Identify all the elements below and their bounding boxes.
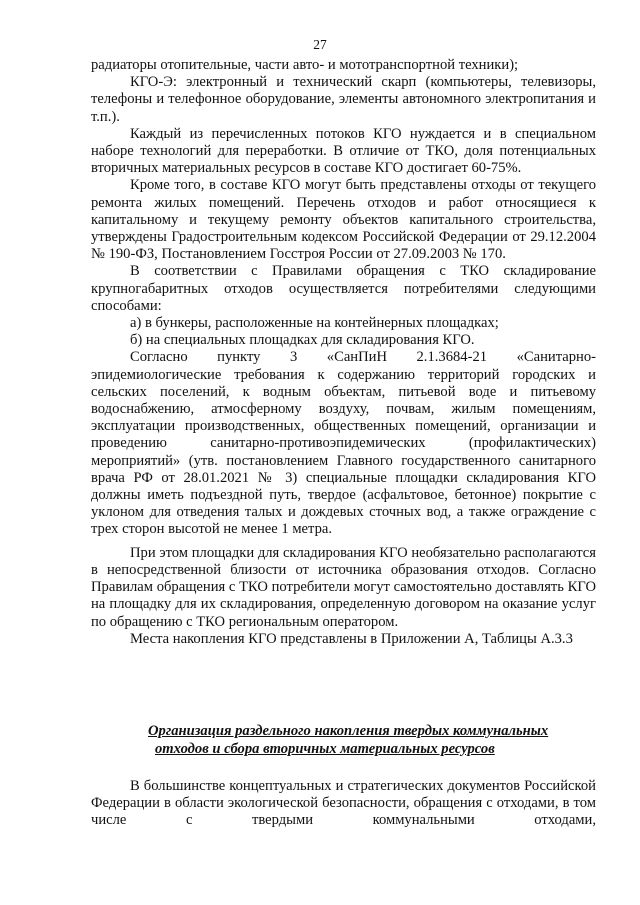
paragraph: Места накопления КГО представлены в Приложении А, Таблицы А.3.3: [130, 630, 573, 647]
paragraph: КГО-Э: электронный и технический скарп (компьютеры, телевизоры, телефоны и телефонное оборудование, элементы автономного электропитания и т.п.).: [91, 74, 596, 125]
list-item: б) на специальных площадках для складирования КГО.: [130, 332, 475, 349]
list-item: а) в бункеры, расположенные на контейнерных площадках;: [130, 315, 499, 332]
paragraph: Согласно пункту 3 «СанПиН 2.1.3684-21 «Санитарно-эпидемиологические требования к содержанию территорий городских и сельских поселений, к водным объектам, питьевой воде и питьевому водоснабжению, атмосферному воздуху, почвам, жилым помещениям, эксплуатации производственных, общественных помещений, организации и проведению санитарно-противоэпидемических (профилактических) мероприятий» (утв. постановлением Главного государственного санитарного врача РФ от 28.01.2021 № 3) специальные площадки складирования КГО должны иметь подъездной путь, твердое (асфальтовое, бетонное) покрытие с уклоном для отведения талых и дождевых сточных вод, а также ограждение с трех сторон высотой не менее 1 метра.: [91, 349, 596, 538]
paragraph: радиаторы отопительные, части авто- и мототранспортной техники);: [91, 57, 519, 73]
section-heading: [91, 722, 596, 758]
body-text: [91, 778, 596, 830]
heading-line: Организация раздельного накопления твердых коммунальных: [148, 723, 549, 739]
paragraph: Каждый из перечисленных потоков КГО нуждается и в специальном наборе технологий для переработки. В отличие от ТКО, доля потенциальных вторичных материальных ресурсов в составе КГО достигает 60-75%.: [91, 125, 596, 177]
paragraph: При этом площадки для складирования КГО необязательно располагаются в непосредственной близости от источника образования отходов. Согласно Правилам обращения с ТКО потребители могут самостоятельно доставлять КГО на площадку для их складирования, определенную договором на оказание услуг по обращению с ТКО региональным оператором.: [91, 544, 596, 630]
body-text: [91, 57, 596, 648]
paragraph: В большинстве концептуальных и стратегических документов Российской Федерации в области экологической безопасности, обращения с отходами, в том числе с твердыми коммунальными отходами,: [91, 778, 596, 829]
paragraph: Кроме того, в составе КГО могут быть представлены отходы от текущего ремонта жилых помещений. Перечень отходов и работ относящиеся к капитальному и текущему ремонту объектов капитального строительства, утверждены Градостроительным кодексом Российской Федерации от 29.12.2004 № 190-ФЗ, Постановлением Госстроя России от 27.09.2003 № 170.: [91, 177, 596, 263]
heading-line: отходов и сбора вторичных материальных ресурсов: [155, 741, 495, 757]
page-number: 27: [313, 37, 327, 52]
paragraph: В соответствии с Правилами обращения с ТКО складирование крупногабаритных отходов осуществляется потребителями следующими способами:: [91, 263, 596, 314]
